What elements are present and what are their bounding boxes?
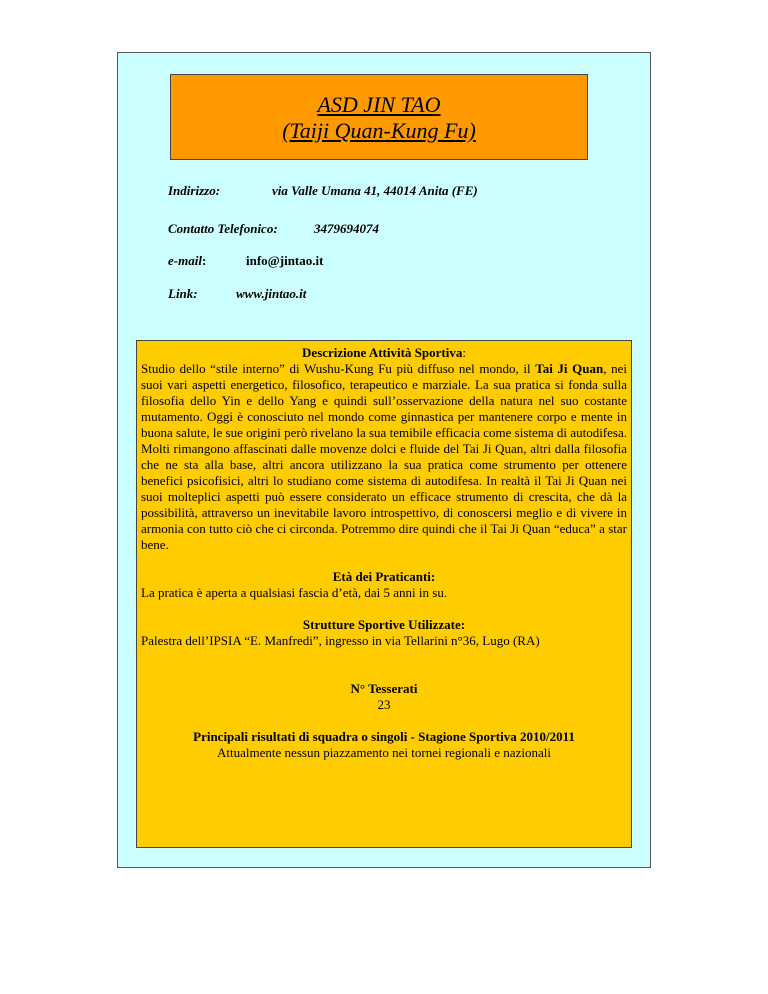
description-part2: , nei suoi vari aspetti energetico, filosofico, terapeutico e marziale. La sua pratica si fonda sulla filosofia dello Yin e dello Yang e quindi sull’osservazione della natura nel suo costante mutamento. Oggi è conosciuto nel mondo come ginnastica per mantenere corpo e mente in buona salute, le sue origini però rivelano la sua temibile efficacia come sistema di autodifesa. Molti rimangono affascinati dalle movenze dolci e fluide del Tai Ji Quan, altri dalla filosofia che ne sta alla base, altri ancora utilizzano la sua pratica come strumento per ottenere benefici psicofisici, altri lo studiano come sistema di autodifesa. In realtà il Tai Ji Quan nei suoi molteplici aspetti può essere considerato un efficace strumento di crescita, che dà la possibilità, attraverso un inevitabile lavoro introspettivo, di conoscersi meglio e di vivere in armonia con tutto ciò che ci circonda. Potremmo dire quindi che il Tai Ji Quan “educa” a star bene. bbox=[141, 361, 627, 552]
description-box bbox=[136, 340, 632, 848]
facilities-heading: Strutture Sportive Utilizzate: bbox=[302, 617, 466, 632]
description-part1: Studio dello “stile interno” di Wushu-Kung Fu più diffuso nel mondo, il bbox=[141, 361, 536, 376]
email-value[interactable]: info@jintao.it bbox=[246, 253, 324, 268]
results-text: Attualmente nessun piazzamento nei tornei regionali e nazionali bbox=[217, 745, 551, 760]
description-heading-colon: : bbox=[462, 345, 466, 360]
age-heading: Età dei Praticanti: bbox=[332, 569, 436, 584]
phone-row bbox=[168, 221, 379, 237]
title-box bbox=[170, 74, 588, 160]
facilities-text: Palestra dell’IPSIA “E. Manfredi”, ingresso in via Tellarini n°36, Lugo (RA) bbox=[141, 633, 540, 648]
members-count: 23 bbox=[377, 697, 391, 712]
link-row bbox=[168, 286, 307, 302]
members-heading: N° Tesserati bbox=[350, 681, 418, 696]
results-heading: Principali risultati di squadra o singoli - Stagione Sportiva 2010/2011 bbox=[193, 729, 575, 744]
description-text bbox=[141, 361, 627, 553]
phone-value: 3479694074 bbox=[314, 221, 379, 236]
phone-label: Contatto Telefonico: bbox=[168, 221, 278, 236]
address-value: via Valle Umana 41, 44014 Anita (FE) bbox=[272, 183, 478, 198]
age-text: La pratica è aperta a qualsiasi fascia d’età, dai 5 anni in su. bbox=[141, 585, 448, 600]
description-heading: Descrizione Attività Sportiva bbox=[302, 345, 463, 360]
email-label: e-mail bbox=[168, 253, 202, 268]
club-name: ASD JIN TAO bbox=[317, 92, 441, 117]
email-colon: : bbox=[201, 253, 207, 268]
description-heading-row bbox=[141, 345, 627, 361]
link-value[interactable]: www.jintao.it bbox=[236, 286, 307, 301]
address-row bbox=[168, 183, 478, 199]
description-bold-name: Tai Ji Quan bbox=[535, 361, 604, 376]
club-discipline: (Taiji Quan-Kung Fu) bbox=[282, 118, 476, 143]
email-row bbox=[168, 253, 324, 269]
address-label: Indirizzo: bbox=[168, 183, 221, 198]
link-label: Link: bbox=[168, 286, 198, 301]
